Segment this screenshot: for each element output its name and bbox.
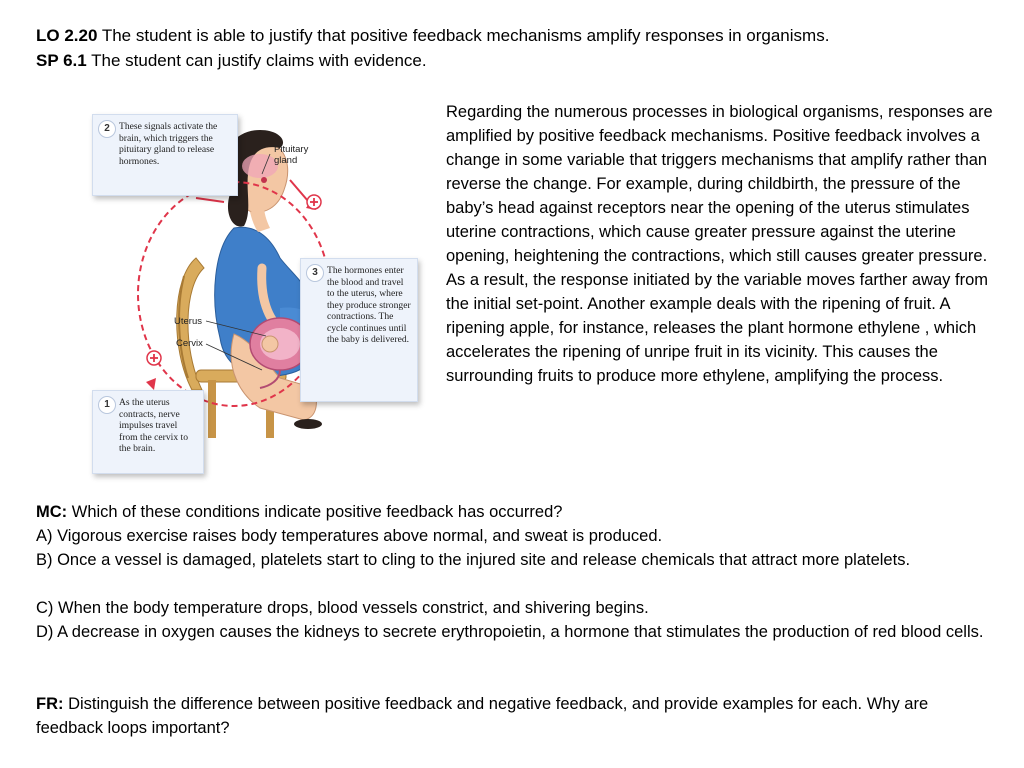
mc-option-c: C) When the body temperature drops, blood vessels constrict, and shivering begins. bbox=[36, 599, 649, 617]
mc-question-text: Which of these conditions indicate positive feedback has occurred? bbox=[71, 503, 563, 521]
mc-question bbox=[36, 500, 996, 524]
step-2-card bbox=[92, 114, 238, 196]
step-3-card bbox=[300, 258, 418, 402]
step-2-number: 2 bbox=[98, 120, 116, 138]
signal-arrow bbox=[196, 198, 224, 202]
step-1-number: 1 bbox=[98, 396, 116, 414]
childbirth-feedback-figure bbox=[84, 108, 428, 480]
lo-text: The student is able to justify that positive feedback mechanisms amplify responses in organisms. bbox=[101, 26, 830, 45]
plus-icon bbox=[307, 195, 321, 209]
fr-label: FR: bbox=[36, 695, 64, 713]
fr-question-text: Distinguish the difference between positive feedback and negative feedback, and provide examples for each. Why are feedback loops important? bbox=[36, 695, 929, 737]
fr-question bbox=[36, 692, 996, 740]
sp-line bbox=[36, 49, 427, 73]
pituitary-gland-label: Pituitary gland bbox=[274, 144, 309, 166]
plus-icon bbox=[147, 351, 161, 365]
sp-code: SP 6.1 bbox=[36, 51, 87, 70]
lo-code: LO 2.20 bbox=[36, 26, 98, 45]
step-1-text: As the uterus contracts, nerve impulses travel from the cervix to the brain. bbox=[119, 397, 188, 454]
explanation-paragraph: Regarding the numerous processes in biological organisms, responses are amplified by positive feedback mechanisms. Positive feedback involves a change in some variable that triggers mechanisms that amplify rather than reverse the change. For example, during childbirth, the pressure of the baby’s head against receptors near the opening of the uterus stimulates uterine contractions, which cause greater pressure against the uterine opening, heightening the contractions, which still causes greater pressure. As a result, the response initiated by the variable moves farther away from the initial set-point. Another example deals with the ripening of fruit. A ripening apple, for instance, releases the plant hormone ethylene , which accelerates the ripening of unripe fruit in its vicinity. This causes the surrounding fruits to produce more ethylene, amplifying the process. bbox=[446, 103, 993, 385]
lo-line bbox=[36, 24, 829, 48]
mc-option-b: B) Once a vessel is damaged, platelets start to cling to the injured site and release chemicals that attract more platelets. bbox=[36, 551, 911, 569]
uterus-label: Uterus bbox=[174, 316, 202, 327]
mc-option-a: A) Vigorous exercise raises body temperatures above normal, and sweat is produced. bbox=[36, 527, 663, 545]
cervix-label: Cervix bbox=[176, 338, 203, 349]
mc-option-d: D) A decrease in oxygen causes the kidneys to secrete erythropoietin, a hormone that stimulates the production of red blood cells. bbox=[36, 623, 984, 641]
step-1-card bbox=[92, 390, 204, 474]
mc-label: MC: bbox=[36, 503, 68, 521]
sp-text: The student can justify claims with evidence. bbox=[91, 51, 427, 70]
step-2-text: These signals activate the brain, which triggers the pituitary gland to release hormones. bbox=[119, 121, 218, 167]
step-3-text: The hormones enter the blood and travel to the uterus, where they produce stronger contractions. The cycle continues until the baby is delivered. bbox=[327, 265, 411, 345]
step-3-number: 3 bbox=[306, 264, 324, 282]
